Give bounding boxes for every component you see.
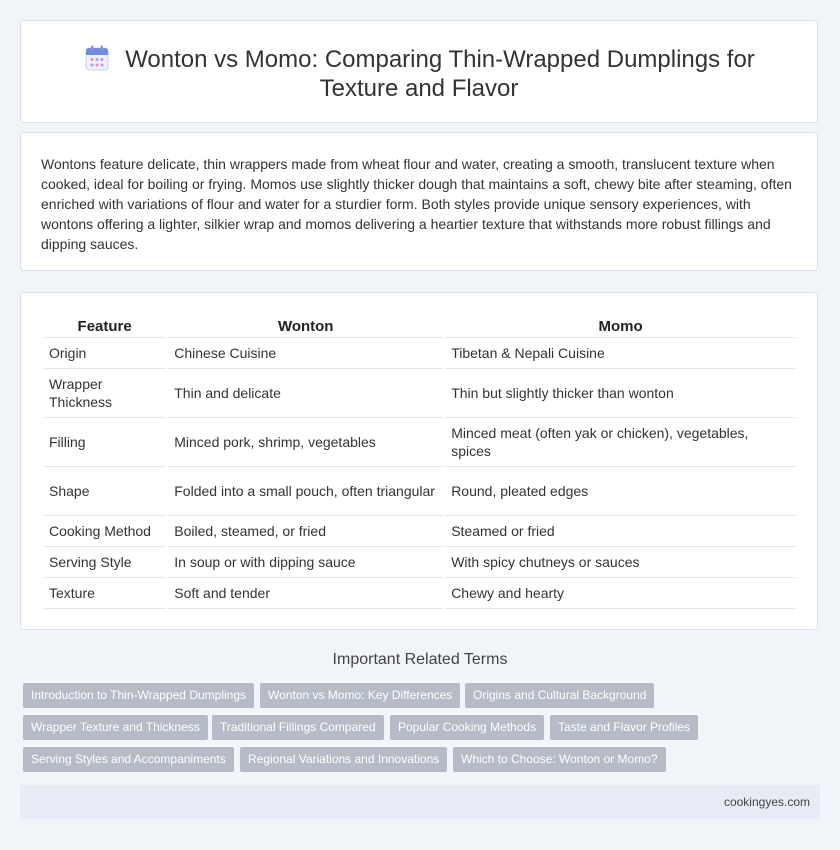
title-card [20,20,818,123]
wonton-cell: Soft and tender [168,578,443,609]
footer-site-link[interactable]: cookingyes.com [723,795,810,809]
momo-cell: Minced meat (often yak or chicken), vegetables, spices [445,418,796,467]
table-row [43,338,796,369]
wonton-cell: Minced pork, shrimp, vegetables [168,418,443,467]
feature-cell: Filling [43,418,166,467]
momo-cell: With spicy chutneys or sauces [445,547,796,578]
table-row [43,578,796,609]
feature-cell: Shape [43,467,166,516]
comparison-table [41,315,798,609]
table-row [43,418,796,467]
related-tag[interactable]: Introduction to Thin-Wrapped Dumplings [23,683,254,708]
momo-cell: Round, pleated edges [445,467,796,516]
table-row [43,516,796,547]
related-tag[interactable]: Wonton vs Momo: Key Differences [260,683,460,708]
related-tag[interactable]: Taste and Flavor Profiles [550,715,698,740]
table-row [43,547,796,578]
related-tag[interactable]: Regional Variations and Innovations [240,747,447,772]
header-wonton: Wonton [168,315,443,338]
comparison-table-card [20,292,818,630]
related-tag[interactable]: Which to Choose: Wonton or Momo? [453,747,666,772]
table-header-row [43,315,796,338]
header-feature: Feature [43,315,166,338]
related-tag[interactable]: Traditional Fillings Compared [212,715,384,740]
momo-cell: Steamed or fried [445,516,796,547]
related-tag[interactable]: Serving Styles and Accompaniments [23,747,234,772]
intro-card [20,132,818,271]
related-tag[interactable]: Wrapper Texture and Thickness [23,715,208,740]
feature-cell: Cooking Method [43,516,166,547]
intro-paragraph: Wontons feature delicate, thin wrappers made from wheat flour and water, creating a smooth, translucent texture when cooked, ideal for boiling or frying. Momos use slightly thicker dough that maintains a soft, chewy bite after steaming, often enriched with variations of flour and water for a sturdier form. Both styles provide unique sensory experiences, with wontons offering a lighter, silkier wrap and momos delivering a heartier texture that withstands more robust fillings and dipping sauces. [41,156,792,252]
feature-cell: Origin [43,338,166,369]
feature-cell: Wrapper Thickness [43,369,166,418]
page-title-line-2: Texture and Flavor [319,75,519,102]
related-tag[interactable]: Popular Cooking Methods [390,715,544,740]
related-terms-title: Important Related Terms [332,651,508,668]
wonton-cell: Boiled, steamed, or fried [168,516,443,547]
related-tag[interactable]: Origins and Cultural Background [465,683,654,708]
table-row [43,467,796,516]
momo-cell: Tibetan & Nepali Cuisine [445,338,796,369]
page-title-line-1: Wonton vs Momo: Comparing Thin-Wrapped Dumplings for [125,46,755,73]
momo-cell: Chewy and hearty [445,578,796,609]
wonton-cell: Folded into a small pouch, often triangular [168,467,443,516]
wonton-cell: In soup or with dipping sauce [168,547,443,578]
footer [20,785,820,819]
wonton-cell: Chinese Cuisine [168,338,443,369]
wonton-cell: Thin and delicate [168,369,443,418]
header-momo: Momo [445,315,796,338]
feature-cell: Texture [43,578,166,609]
page-title [21,45,817,103]
feature-cell: Serving Style [43,547,166,578]
momo-cell: Thin but slightly thicker than wonton [445,369,796,418]
table-row [43,369,796,418]
